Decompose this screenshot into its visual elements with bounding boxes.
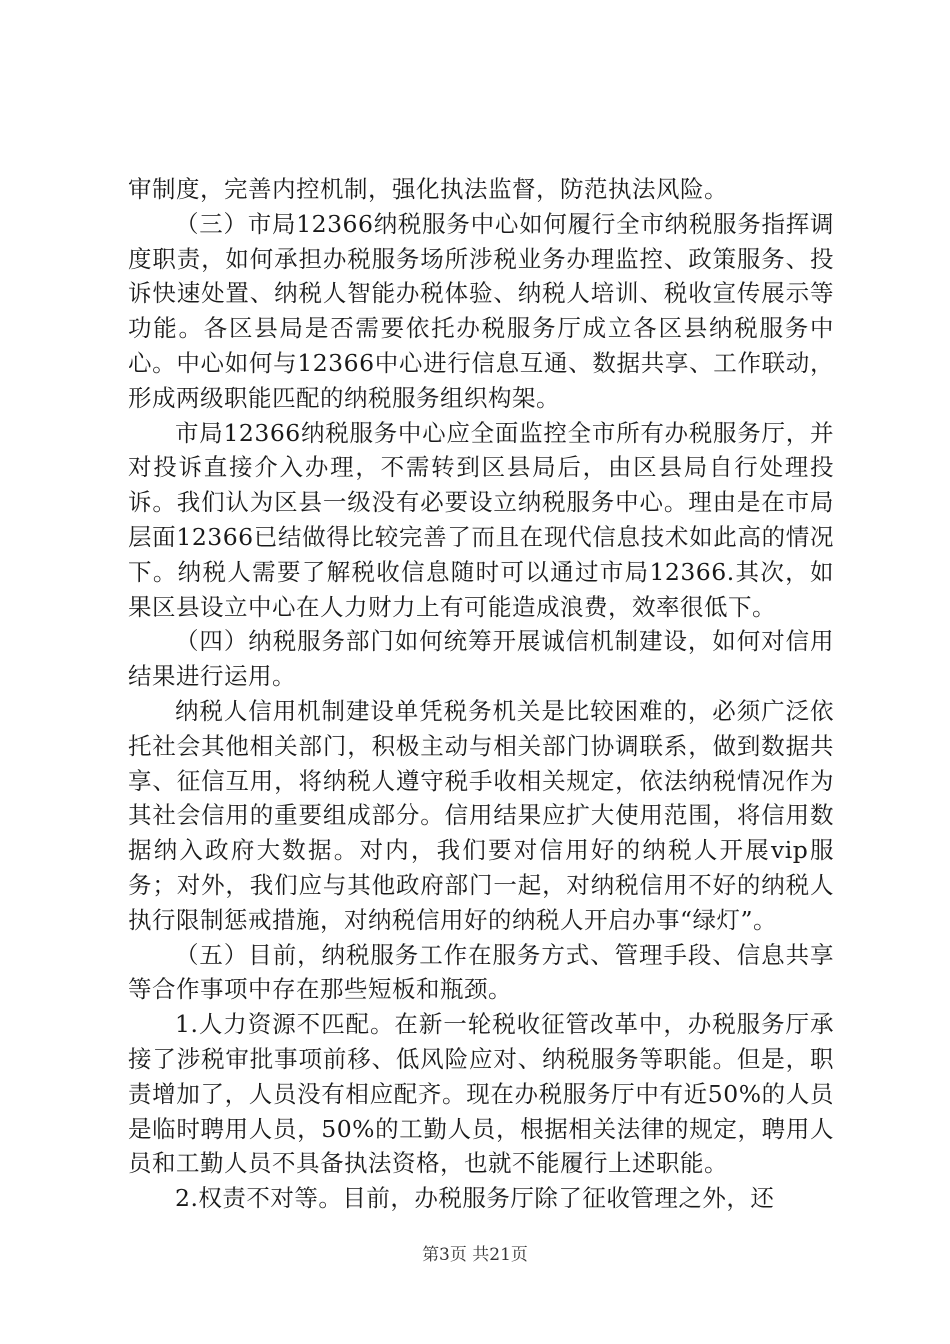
paragraph-item-1: 1.人力资源不匹配。在新一轮税收征管改革中，办税服务厅承接了涉税审批事项前移、低风险应对、纳税服务等职能。但是，职责增加了，人员没有相应配齐。现在办税服务厅中有近50%的人员是临时聘用人员，50%的工勤人员，根据相关法律的规定，聘用人员和工勤人员不具备执法资格，也就不能履行上述职能。 xyxy=(128,1010,834,1178)
paragraph-continuation: 审制度，完善内控机制，强化执法监督，防范执法风险。 xyxy=(128,175,728,203)
page-number-footer: 第3页 共21页 xyxy=(422,1245,528,1265)
paragraph-question-5: （五）目前，纳税服务工作在服务方式、管理手段、信息共享等合作事项中存在那些短板和瓶颈。 xyxy=(128,940,834,1004)
document-body xyxy=(128,172,834,1216)
paragraph-question-3: （三）市局12366纳税服务中心如何履行全市纳税服务指挥调度职责，如何承担办税服务场所涉税业务办理监控、政策服务、投诉快速处置、纳税人智能办税体验、纳税人培训、税收宣传展示等功能。各区县局是否需要依托办税服务厅成立各区县纳税服务中心。中心如何与12366中心进行信息互通、数据共享、工作联动，形成两级职能匹配的纳税服务组织构架。 xyxy=(128,209,834,412)
paragraph-answer-3: 市局12366纳税服务中心应全面监控全市所有办税服务厅，并对投诉直接介入办理，不需转到区县局后，由区县局自行处理投诉。我们认为区县一级没有必要设立纳税服务中心。理由是在市局层面12366已结做得比较完善了而且在现代信息技术如此高的情况下。纳税人需要了解税收信息随时可以通过市局12366.其次，如果区县设立中心在人力财力上有可能造成浪费，效率很低下。 xyxy=(128,418,834,621)
paragraph-answer-4: 纳税人信用机制建设单凭税务机关是比较困难的，必须广泛依托社会其他相关部门，积极主动与相关部门协调联系，做到数据共享、征信互用，将纳税人遵守税手收相关规定，依法纳税情况作为其社会信用的重要组成部分。信用结果应扩大使用范围，将信用数据纳入政府大数据。对内，我们要对信用好的纳税人开展vip服务；对外，我们应与其他政府部门一起，对纳税信用不好的纳税人执行限制惩戒措施，对纳税信用好的纳税人开启办事“绿灯”。 xyxy=(128,696,834,934)
paragraph-question-4: （四）纳税服务部门如何统筹开展诚信机制建设，如何对信用结果进行运用。 xyxy=(128,627,834,691)
paragraph-item-2: 2.权责不对等。目前，办税服务厅除了征收管理之外，还 xyxy=(175,1184,775,1213)
